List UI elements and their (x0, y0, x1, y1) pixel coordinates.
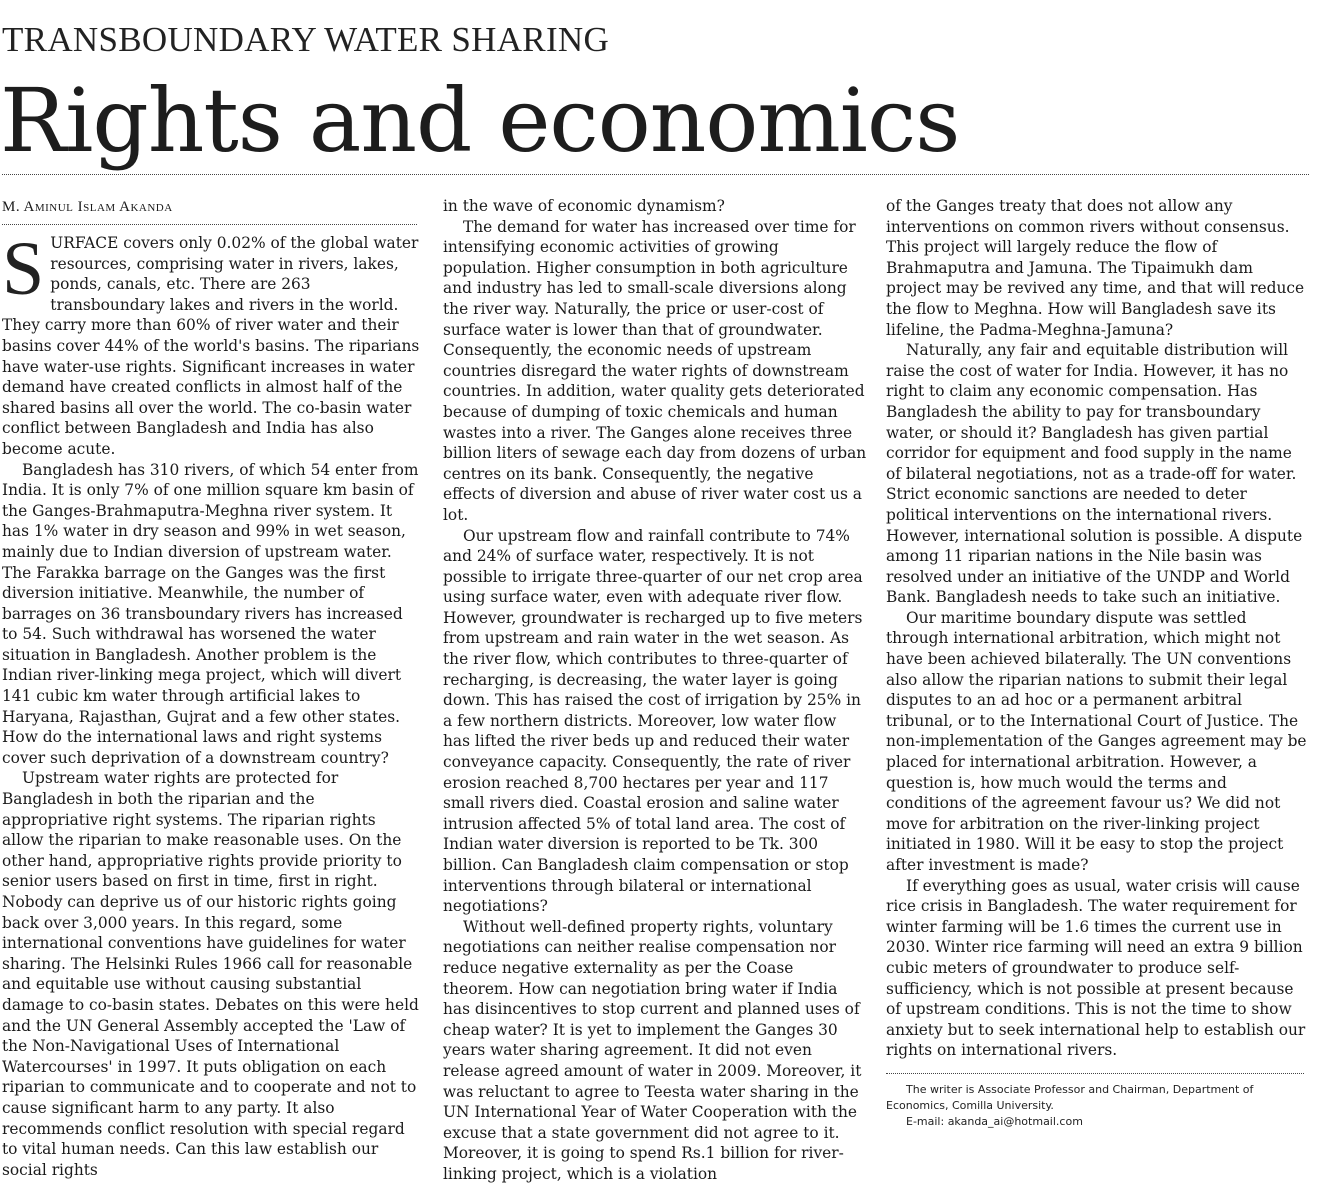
paragraph: Without well-defined property rights, voluntary negotiations can neither realise compensation nor reduce negative externality as per the Coase theorem. How can negotiation bring water if India has disincentives to stop current and planned uses of cheap water? It is yet to implement the Ganges 30 years water sharing agreement. It did not even release agreed amount of water in 2009. Moreover, it was reluctant to agree to Teesta water sharing in the UN International Year of Water Cooperation with the excuse that a state government did not agree to it. Moreover, it is going to spend Rs.1 billion for river-linking project, which is a violation (443, 917, 862, 1183)
paragraph: The demand for water has increased over time for intensifying economic activities of growing population. Higher consumption in both agriculture and industry has led to small-scale diversions along the river way. Naturally, the price or user-cost of surface water is lower than that of groundwater. Consequently, the economic needs of upstream countries disregard the water rights of downstream countries. In addition, water quality gets deteriorated because of dumping of toxic chemicals and human wastes into a river. The Ganges alone receives three billion liters of sewage each day from dozens of urban centres on its bank. Consequently, the negative effects of diversion and abuse of river water cost us a lot. (443, 217, 867, 524)
column-1 (2, 196, 422, 1180)
dropcap: S (2, 227, 45, 311)
byline-rule (2, 224, 417, 225)
paragraph: Upstream water rights are protected for Bangladesh in both the riparian and the appropriative right systems. The riparian rights allow the riparian to make reasonable uses. On the other hand, appropriative rights provide priority to senior users based on first in time, first in right. Nobody can deprive us of our historic rights going back over 3,000 years. In this regard, some international conventions have guidelines for water sharing. The Helsinki Rules 1966 call for reasonable and equitable use without causing substantial damage to co-basin states. Debates on this were held and the UN General Assembly accepted the 'Law of the Non-Navigational Uses of International Watercourses' in 1997. It puts obligation on each riparian to communicate and to cooperate and not to cause significant harm to any party. It also recommends conflict resolution with special regard to vital human needs. Can this law establish our social rights (2, 769, 419, 1179)
paragraph-text: URFACE covers only 0.02% of the global water resources, comprising water in rivers, lakes, ponds, canals, etc. There are 263 transboundary lakes and rivers in the world. They carry more than 60% of river water and their basins cover 44% of the world's basins. The riparians have water-use rights. Significant increases in water demand have created conflicts in almost half of the shared basins all over the world. The co-basin water conflict between Bangladesh and India has also become acute. (2, 234, 420, 458)
paragraph: Bangladesh has 310 rivers, of which 54 enter from India. It is only 7% of one million square km basin of the Ganges-Brahmaputra-Meghna river system. It has 1% water in dry season and 99% in wet season, mainly due to Indian diversion of upstream water. The Farakka barrage on the Ganges was the first diversion initiative. Meanwhile, the number of barrages on 36 transboundary rivers has increased to 54. Such withdrawal has worsened the water situation in Bangladesh. Another problem is the Indian river-linking mega project, which will divert 141 cubic km water through artificial lakes to Haryana, Rajasthan, Gujrat and a few other states. How do the international laws and right systems cover such deprivation of a downstream country? (2, 460, 419, 767)
paragraph: If everything goes as usual, water crisis will cause rice crisis in Bangladesh. The water requirement for winter farming will be 1.6 times the current use in 2030. Winter rice farming will need an extra 9 billion cubic meters of groundwater to produce self-sufficiency, which is not possible at present because of upstream conditions. This is not the time to show anxiety but to seek international help to establish our rights on international rivers. (886, 876, 1306, 1060)
paragraph (2, 227, 422, 460)
paragraph: Naturally, any fair and equitable distribution will raise the cost of water for India. However, it has no right to claim any economic compensation. Has Bangladesh the ability to pay for transboundary water, or should it? Bangladesh has given partial corridor for equipment and food supply in the name of bilateral negotiations, not as a trade-off for water. Strict economic sanctions are needed to deter political interventions on the international rivers. However, international solution is possible. A dispute among 11 riparian nations in the Nile basin was resolved under an initiative of the UNDP and World Bank. Bangladesh needs to take such an initiative. (886, 341, 1303, 607)
paragraph: Our upstream flow and rainfall contribute to 74% and 24% of surface water, respectively. It is not possible to irrigate three-quarter of our net crop area using surface water, even with adequate river flow. However, groundwater is recharged up to five meters from upstream and rain water in the wet season. As the river flow, which contributes to three-quarter of recharging, is decreasing, the water layer is going down. This has raised the cost of irrigation by 25% in a few northern districts. Moreover, low water flow has lifted the river beds up and reduced their water conveyance capacity. Consequently, the rate of river erosion reached 8,700 hectares per year and 117 small rivers died. Coastal erosion and saline water intrusion affected 5% of total land area. The cost of Indian water diversion is reported to be Tk. 300 billion. Can Bangladesh claim compensation or stop interventions through bilateral or international negotiations? (443, 526, 863, 916)
column-3 (886, 196, 1310, 1130)
paragraph: Our maritime boundary dispute was settled through international arbitration, which might not have been achieved bilaterally. The UN conventions also allow the riparian nations to submit their legal disputes to an ad hoc or a permanent arbitral tribunal, or to the International Court of Justice. The non-implementation of the Ganges agreement may be placed for international arbitration. However, a question is, how much would the terms and conditions of the agreement favour us? We did not move for arbitration on the river-linking project initiated in 1980. Will it be easy to stop the project after investment is made? (886, 608, 1307, 874)
kicker: TRANSBOUNDARY WATER SHARING (2, 20, 610, 59)
author-bio: The writer is Associate Professor and Chairman, Department of Economics, Comilla University. (886, 1082, 1254, 1112)
author-email: E-mail: akanda_ai@hotmail.com (906, 1114, 1083, 1128)
paragraph: of the Ganges treaty that does not allow any interventions on common rivers without consensus. This project will largely reduce the flow of Brahmaputra and Jamuna. The Tipaimukh dam project may be revived any time, and that will reduce the flow to Meghna. How will Bangladesh save its lifeline, the Padma-Meghna-Jamuna? (886, 197, 1305, 339)
column-2 (443, 196, 868, 1185)
paragraph: in the wave of economic dynamism? (443, 197, 725, 215)
footer-rule (886, 1073, 1304, 1074)
top-rule (2, 174, 1309, 175)
headline: Rights and economics (0, 69, 960, 172)
byline: M. Aminul Islam Akanda (2, 199, 173, 215)
